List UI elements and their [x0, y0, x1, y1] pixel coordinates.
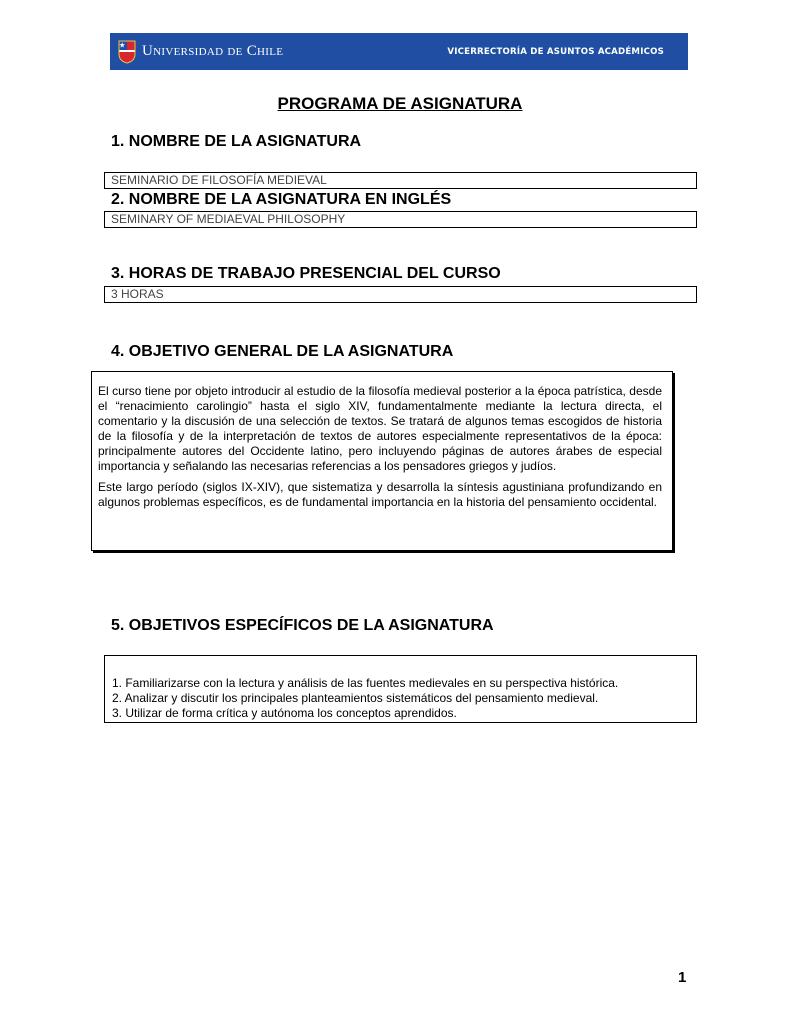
- list-item: 1. Familiarizarse con la lectura y análisis de las fuentes medievales en su perspectiva histórica.: [112, 676, 619, 690]
- header-banner: [110, 33, 688, 70]
- field-nombre-ingles: SEMINARY OF MEDIAEVAL PHILOSOPHY: [104, 211, 697, 228]
- field-horas: 3 HORAS: [104, 286, 697, 303]
- heading-nombre: 1. NOMBRE DE LA ASIGNATURA: [111, 133, 362, 150]
- page-number: 1: [678, 969, 687, 986]
- document-title: PROGRAMA DE ASIGNATURA: [277, 94, 523, 113]
- objetivo-paragraph: Este largo período (siglos IX-XIV), que sistematiza y desarrolla la síntesis agustiniana profundizando en algunos problemas específicos, es de fundamental importancia en la historia del pensamiento occidental.: [98, 480, 662, 509]
- objetivo-general-box: [91, 371, 673, 551]
- field-nombre: SEMINARIO DE FILOSOFÍA MEDIEVAL: [104, 172, 697, 189]
- list-item: 2. Analizar y discutir los principales planteamientos sistemáticos del pensamiento medieval.: [112, 691, 599, 705]
- heading-nombre-ingles: 2. NOMBRE DE LA ASIGNATURA EN INGLÉS: [111, 191, 452, 208]
- university-name: Universidad de Chile: [142, 43, 284, 59]
- heading-horas: 3. HORAS DE TRABAJO PRESENCIAL DEL CURSO: [111, 265, 501, 282]
- heading-objetivo-general: 4. OBJETIVO GENERAL DE LA ASIGNATURA: [111, 343, 454, 360]
- objetivo-paragraph: El curso tiene por objeto introducir al estudio de la filosofía medieval posterior a la época patrística, desde el “renacimiento carolingio” hasta el siglo XIV, fundamentalmente mediante la lectura directa, el comentario y la discusión de una selección de textos. Se tratará de algunos temas escogidos de historia de la filosofía y de la interpretación de textos de autores especialmente representativos de la época: principalmente autores del Occidente latino, pero incluyendo páginas de autores árabes de especial importancia y señalando las necesarias referencias a los pensadores griegos y judíos.: [98, 384, 662, 473]
- university-crest-icon: [118, 40, 136, 64]
- university-logo: [118, 40, 283, 64]
- list-item: 3. Utilizar de forma crítica y autónoma los conceptos aprendidos.: [112, 706, 457, 720]
- vicerrectoria-label: VICERRECTORÍA DE ASUNTOS ACADÉMICOS: [447, 46, 664, 57]
- heading-objetivos-especificos: 5. OBJETIVOS ESPECÍFICOS DE LA ASIGNATURA: [111, 617, 494, 634]
- objetivos-especificos-box: [104, 655, 697, 723]
